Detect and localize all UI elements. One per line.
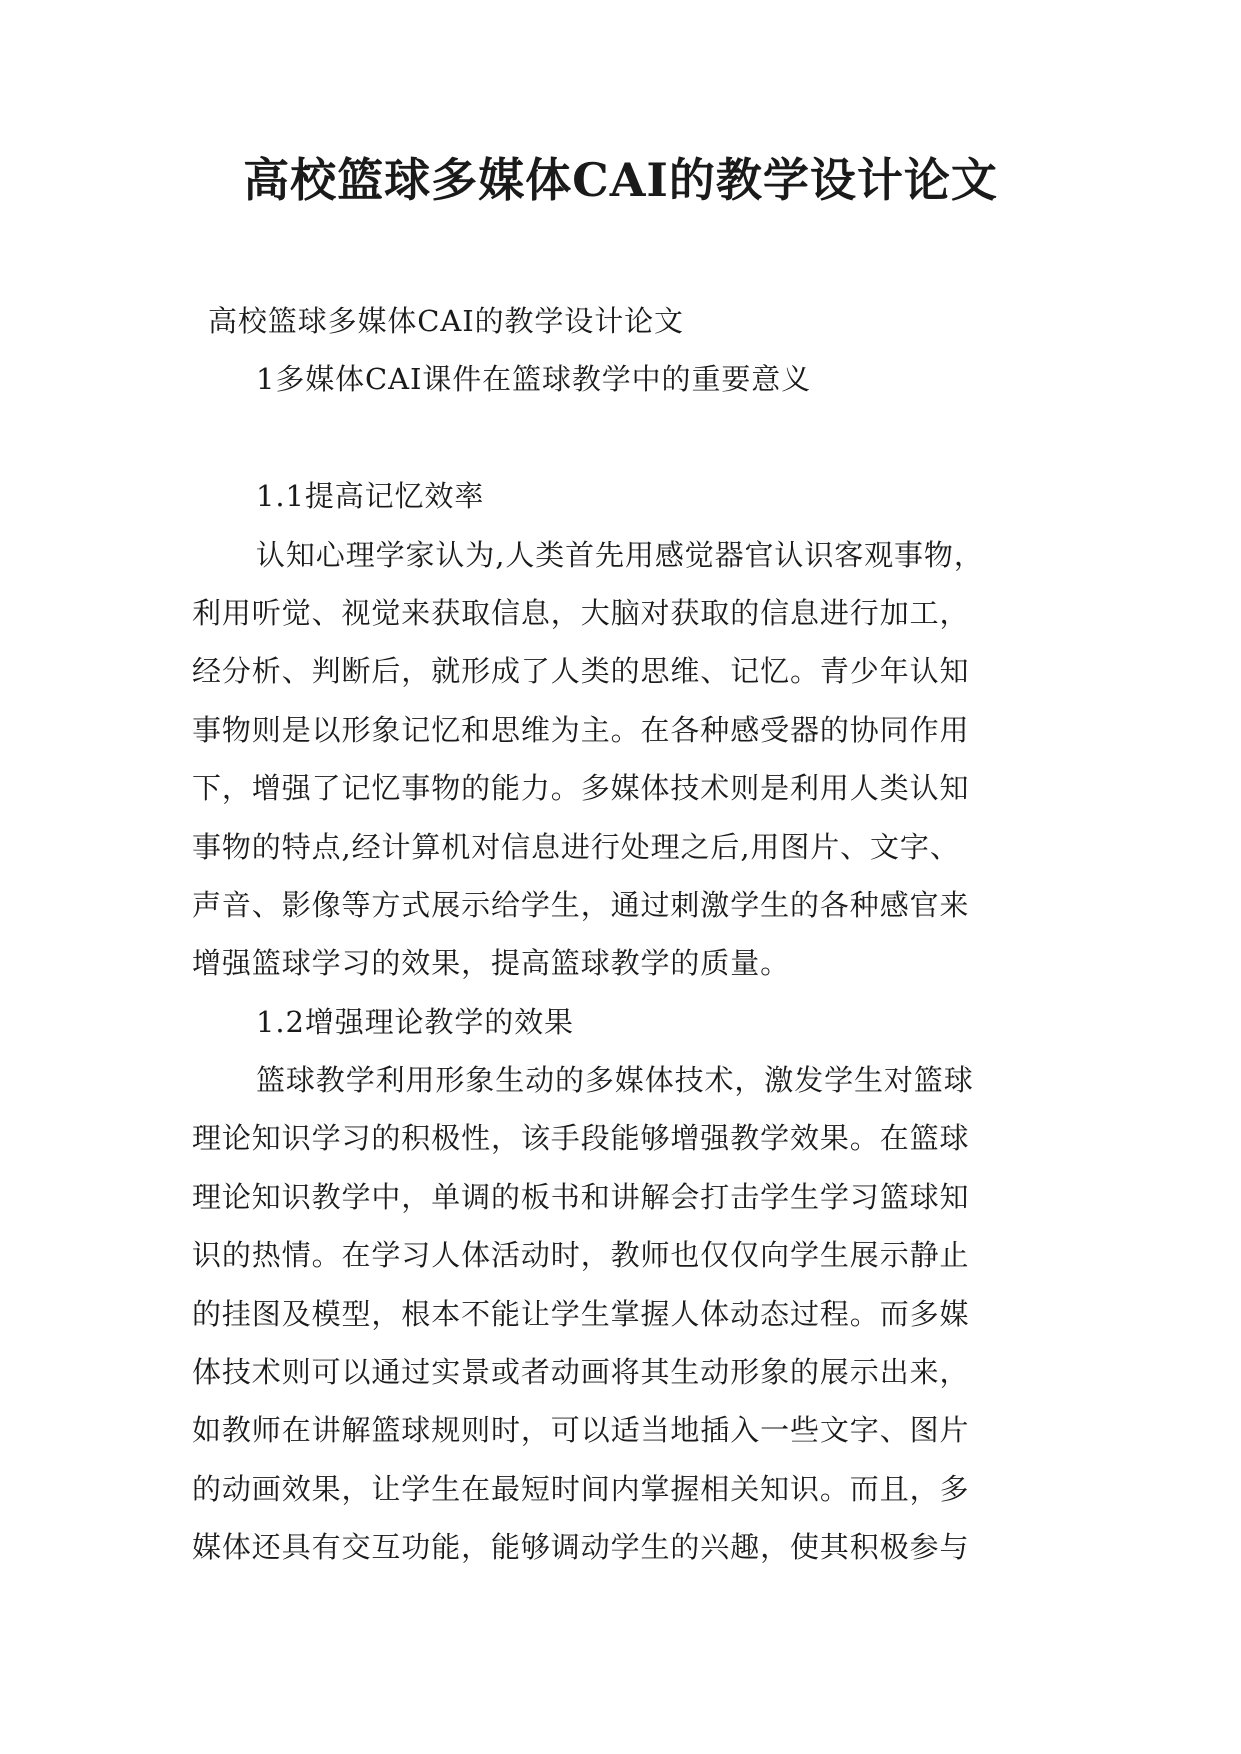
paragraph-line: 的挂图及模型，根本不能让学生掌握人体动态过程。而多媒 [192, 1296, 970, 1331]
paragraph-line: 事物则是以形象记忆和思维为主。在各种感受器的协同作用 [192, 712, 970, 747]
paragraph-line: 媒体还具有交互功能，能够调动学生的兴趣，使其积极参与 [192, 1530, 970, 1565]
paragraph-line: 认知心理学家认为,人类首先用感觉器官认识客观事物， [256, 537, 984, 572]
paragraph-line: 声音、影像等方式展示给学生，通过刺激学生的各种感官来 [192, 887, 970, 922]
paragraph-line: 体技术则可以通过实景或者动画将其生动形象的展示出来， [192, 1355, 970, 1390]
paragraph-line: 增强篮球学习的效果，提高篮球教学的质量。 [192, 946, 791, 981]
paragraph-line: 篮球教学利用形象生动的多媒体技术，激发学生对篮球 [256, 1063, 974, 1098]
paragraph-line: 事物的特点,经计算机对信息进行处理之后,用图片、文字、 [192, 829, 960, 864]
document-title: 高校篮球多媒体CAI的教学设计论文 [243, 153, 998, 207]
subsection-heading-1-1: 1.1提高记忆效率 [256, 479, 485, 514]
document-body [192, 292, 1072, 1577]
paragraph-line: 理论知识教学中，单调的板书和讲解会打击学生学习篮球知 [192, 1179, 970, 1214]
paragraph-line: 如教师在讲解篮球规则时，可以适当地插入一些文字、图片 [192, 1413, 970, 1448]
paragraph-line: 经分析、判断后，就形成了人类的思维、记忆。青少年认知 [192, 654, 970, 689]
paragraph-line: 识的热情。在学习人体活动时，教师也仅仅向学生展示静止 [192, 1238, 970, 1273]
paragraph-line: 利用听觉、视觉来获取信息，大脑对获取的信息进行加工， [192, 595, 970, 630]
section-heading-1: 1多媒体CAI课件在篮球教学中的重要意义 [256, 362, 812, 397]
subsection-heading-1-2: 1.2增强理论教学的效果 [256, 1004, 574, 1039]
paragraph-line: 下，增强了记忆事物的能力。多媒体技术则是利用人类认知 [192, 771, 970, 806]
blank-line [192, 409, 1072, 467]
paragraph-line: 理论知识学习的积极性，该手段能够增强教学效果。在篮球 [192, 1121, 970, 1156]
paragraph-line: 的动画效果，让学生在最短时间内掌握相关知识。而且，多 [192, 1471, 970, 1506]
repeated-title-line: 高校篮球多媒体CAI的教学设计论文 [208, 304, 684, 338]
